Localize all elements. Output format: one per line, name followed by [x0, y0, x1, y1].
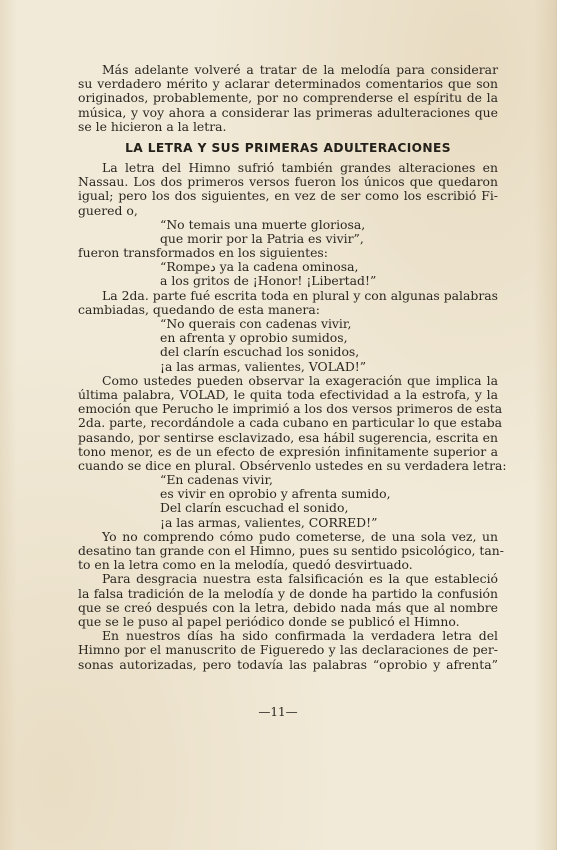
text-line: guered o,: [78, 202, 138, 218]
text-line: Nassau. Los dos primeros versos fueron los únicos que quedaron: [78, 174, 498, 190]
text-line: to en la letra como en la melodía, quedó desvirtuado.: [78, 557, 413, 573]
verse-line: que morir por la Patria es vivir”,: [160, 230, 364, 246]
text-line: la falsa tradición de la melodía y de donde ha partido la confusión: [78, 585, 498, 601]
text-line: Como ustedes pueden observar la exageración que implica la: [102, 372, 498, 388]
page-number: —11—: [258, 705, 298, 719]
verse-line: en afrenta y oprobio sumidos,: [160, 330, 348, 346]
text-line: igual; pero los dos siguientes, en vez de ser como los escribió Fi-: [78, 188, 498, 204]
paragraph-4: [78, 528, 504, 573]
text-line: La letra del Himno sufrió también grandes alteraciones en: [102, 159, 498, 175]
verse-line: “Rompeد ya la cadena ominosa,: [160, 259, 359, 275]
text-line: música, y voy ahora a considerar las primeras adulteraciones que: [78, 104, 498, 120]
verse-line: “En cadenas vivir,: [160, 472, 273, 488]
text-line: pasando, por sentirse esclavizado, esa hábil sugerencia, escrita en: [78, 429, 498, 445]
paragraph-1: [78, 161, 498, 218]
text-line: Más adelante volveré a tratar de la melodía para considerar: [102, 62, 498, 77]
text-line: que se le puso al papel periódico donde se publicó el Himno.: [78, 613, 460, 629]
verse-line: Del clarín escuchad el sonido,: [160, 500, 349, 516]
section-heading: LA LETRA Y SUS PRIMERAS ADULTERACIONES: [125, 140, 451, 155]
verse-line: del clarín escuchad los sonidos,: [160, 344, 360, 360]
text-line: se le hicieron a la letra.: [78, 118, 227, 134]
text-line: La 2da. parte fué escrita toda en plural y con algunas palabras: [102, 287, 498, 303]
verse-line: ¡a las armas, valientes, VOLAD!”: [160, 358, 367, 374]
verse-line: a los gritos de ¡Honor! ¡Libertad!”: [160, 273, 377, 289]
text-line: 2da. parte, recordándole a cada cubano en particular lo que estaba: [78, 415, 503, 431]
text-line: sonas autorizadas, pero todavía las palabras “oprobio y afrenta”: [78, 656, 498, 672]
verse-3: [78, 317, 498, 374]
paragraph-intro: [78, 63, 498, 134]
paragraph-5: [78, 572, 498, 629]
verse-line: ¡a las armas, valientes, CORRED!”: [160, 514, 378, 530]
paragraph-2: [78, 289, 498, 317]
text-line: su verdadero mérito y aclarar determinados comentarios que son: [78, 76, 498, 92]
text-line: originados, probablemente, por no comprenderse el espíritu de la: [78, 90, 498, 106]
verse-line: “No temais una muerte gloriosa,: [160, 216, 366, 232]
paragraph-3: [78, 372, 507, 473]
verse-4: [78, 473, 498, 530]
text-line: cambiadas, quedando de esta manera:: [78, 301, 320, 317]
verse-line: es vivir en oprobio y afrenta sumido,: [160, 486, 391, 502]
text-line: En nuestros días ha sido confirmada la verdadera letra del: [102, 628, 498, 644]
paragraph-6: [78, 629, 498, 672]
text-line: fueron transformados en los siguientes:: [78, 245, 328, 261]
verse-1: [78, 218, 498, 246]
text-line: emoción que Perucho le imprimió a los dos versos primeros de esta: [78, 401, 503, 417]
text-line: desatino tan grande con el Himno, pues su sentido psicológico, tan-: [78, 543, 504, 558]
text-line: Yo no comprendo cómo pudo cometerse, de una sola vez, un: [102, 528, 498, 544]
text-line: Himno por el manuscrito de Figueredo y las declaraciones de per-: [78, 642, 498, 658]
page-body: [78, 62, 507, 672]
text-line: Para desgracia nuestra esta falsificación es la que estableció: [102, 571, 498, 587]
verse-2: [78, 260, 498, 288]
text-line: última palabra, VOLAD, le quita toda efectividad a la estrofa, y la: [78, 386, 498, 402]
text-line: tono menor, es de un efecto de expresión infinitamente superior a: [78, 443, 498, 459]
text-line: que se creó después con la letra, debido nada más que al nombre: [78, 599, 498, 615]
text-line: cuando se dice en plural. Obsérvenlo ustedes en su verdadera letra:: [78, 457, 507, 473]
verse-line: “No querais con cadenas vivir,: [160, 316, 352, 331]
